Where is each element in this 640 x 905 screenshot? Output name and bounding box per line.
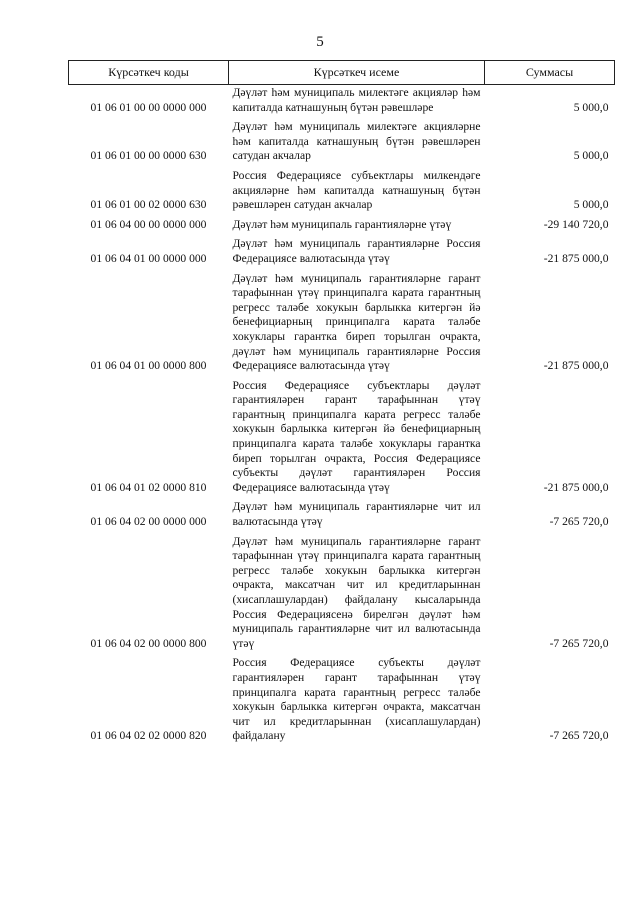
row-code: 01 06 04 01 00 0000 800 — [90, 359, 207, 373]
header-name: Күрсәткеч исеме — [229, 61, 485, 85]
row-sum: 5 000,0 — [573, 100, 609, 114]
row-code: 01 06 04 01 00 0000 000 — [90, 251, 207, 265]
row-name: Дәүләт һәм муниципаль гарантияләрне гарант тарафыннан үтәү принципалга карата гарантның регресс таләбе хокукын барлыкка китергән йә бенефициарның принципалга карата таләбе хокуклары гарантка биреп торылган очракта, дәүләт һәм муниципаль гарантияләрне Россия Федерациясе валютасында үтәү — [232, 271, 481, 373]
row-sum: -21 875 000,0 — [543, 480, 609, 494]
row-name: Дәүләт һәм муниципаль гарантияләрне Россия Федерациясе валютасында үтәү — [232, 237, 481, 265]
header-code: Күрсәткеч коды — [69, 61, 229, 85]
row-code: 01 06 01 00 00 0000 000 — [90, 100, 207, 114]
row-code: 01 06 04 01 02 0000 810 — [90, 480, 207, 494]
row-sum: 5 000,0 — [573, 149, 609, 163]
table-row — [69, 168, 615, 217]
row-sum: -21 875 000,0 — [543, 251, 609, 265]
row-sum: -21 875 000,0 — [543, 359, 609, 373]
row-name: Россия Федерациясе субъектлары дәүләт гарантияләрен гарант тарафыннан үтәү гарантның принципалга карата регресс таләбе хокукын барлыкка китергән йә бенефициарның принципалга карата таләбе хокуклары гарантка биреп торылган очракта, Россия Федерациясе субъекты дәүләт гарантияләрен Россия Федерациясе валютасында үтәү — [232, 378, 481, 494]
row-code: 01 06 04 02 00 0000 800 — [90, 636, 207, 650]
table-row — [69, 85, 615, 120]
row-code: 01 06 01 00 00 0000 630 — [90, 149, 207, 163]
row-code: 01 06 04 00 00 0000 000 — [90, 217, 207, 231]
header-sum: Суммасы — [485, 61, 615, 85]
row-sum: -7 265 720,0 — [549, 515, 609, 529]
table-row — [69, 119, 615, 168]
indicators-table — [68, 60, 615, 748]
row-sum: -7 265 720,0 — [549, 729, 609, 743]
row-sum: -29 140 720,0 — [543, 217, 609, 231]
row-name: Дәүләт һәм муниципаль гарантияләрне гарант тарафыннан үтәү принципалга карата гарантның регресс таләбе хокукын барлыкка китергән очракта, максатчан чит ил кредитларыннан (хисаплашулардан) файдалану кысаларында Россия Федерациясенә бирелгән дәүләт һәм муниципаль гарантияләрне чит ил валютасында үтәү — [232, 534, 481, 650]
row-name: Россия Федерациясе субъекты дәүләт гарантияләрен гарант тарафыннан үтәү принципалга карата гарантның регресс таләбе хокукын барлыкка китергән очракта, максатчан чит ил кредитларыннан (хисаплашулардан) файдалану — [232, 656, 481, 743]
row-name: Дәүләт һәм муниципаль милектәге акцияләр һәм капиталда катнашуның бүтән рәвешләре — [232, 86, 481, 114]
table-row — [69, 655, 615, 748]
row-code: 01 06 04 02 00 0000 000 — [90, 515, 207, 529]
row-name: Дәүләт һәм муниципаль гарантияләрне чит ил валютасында үтәү — [232, 500, 481, 529]
table-row — [69, 499, 615, 533]
row-name: Россия Федерациясе субъектлары милкендәге акцияләрне һәм капиталда катнашуның бүтән рәвешләрен сатудан акчалар — [232, 168, 481, 212]
table-row — [69, 217, 615, 237]
row-sum: 5 000,0 — [573, 198, 609, 212]
row-name: Дәүләт һәм муниципаль милектәге акцияләрне һәм капиталда катнашуның бүтән рәвешләрен сатудан акчалар — [232, 120, 481, 163]
table-row — [69, 534, 615, 656]
table-row — [69, 236, 615, 270]
row-sum: -7 265 720,0 — [549, 636, 609, 650]
row-code: 01 06 01 00 02 0000 630 — [90, 198, 207, 212]
table-row — [69, 378, 615, 500]
table-header-row — [69, 61, 615, 85]
row-name: Дәүләт һәм муниципаль гарантияләрне үтәү — [232, 217, 452, 231]
table-row — [69, 271, 615, 378]
row-code: 01 06 04 02 02 0000 820 — [90, 729, 207, 743]
page-number: 5 — [316, 34, 324, 50]
